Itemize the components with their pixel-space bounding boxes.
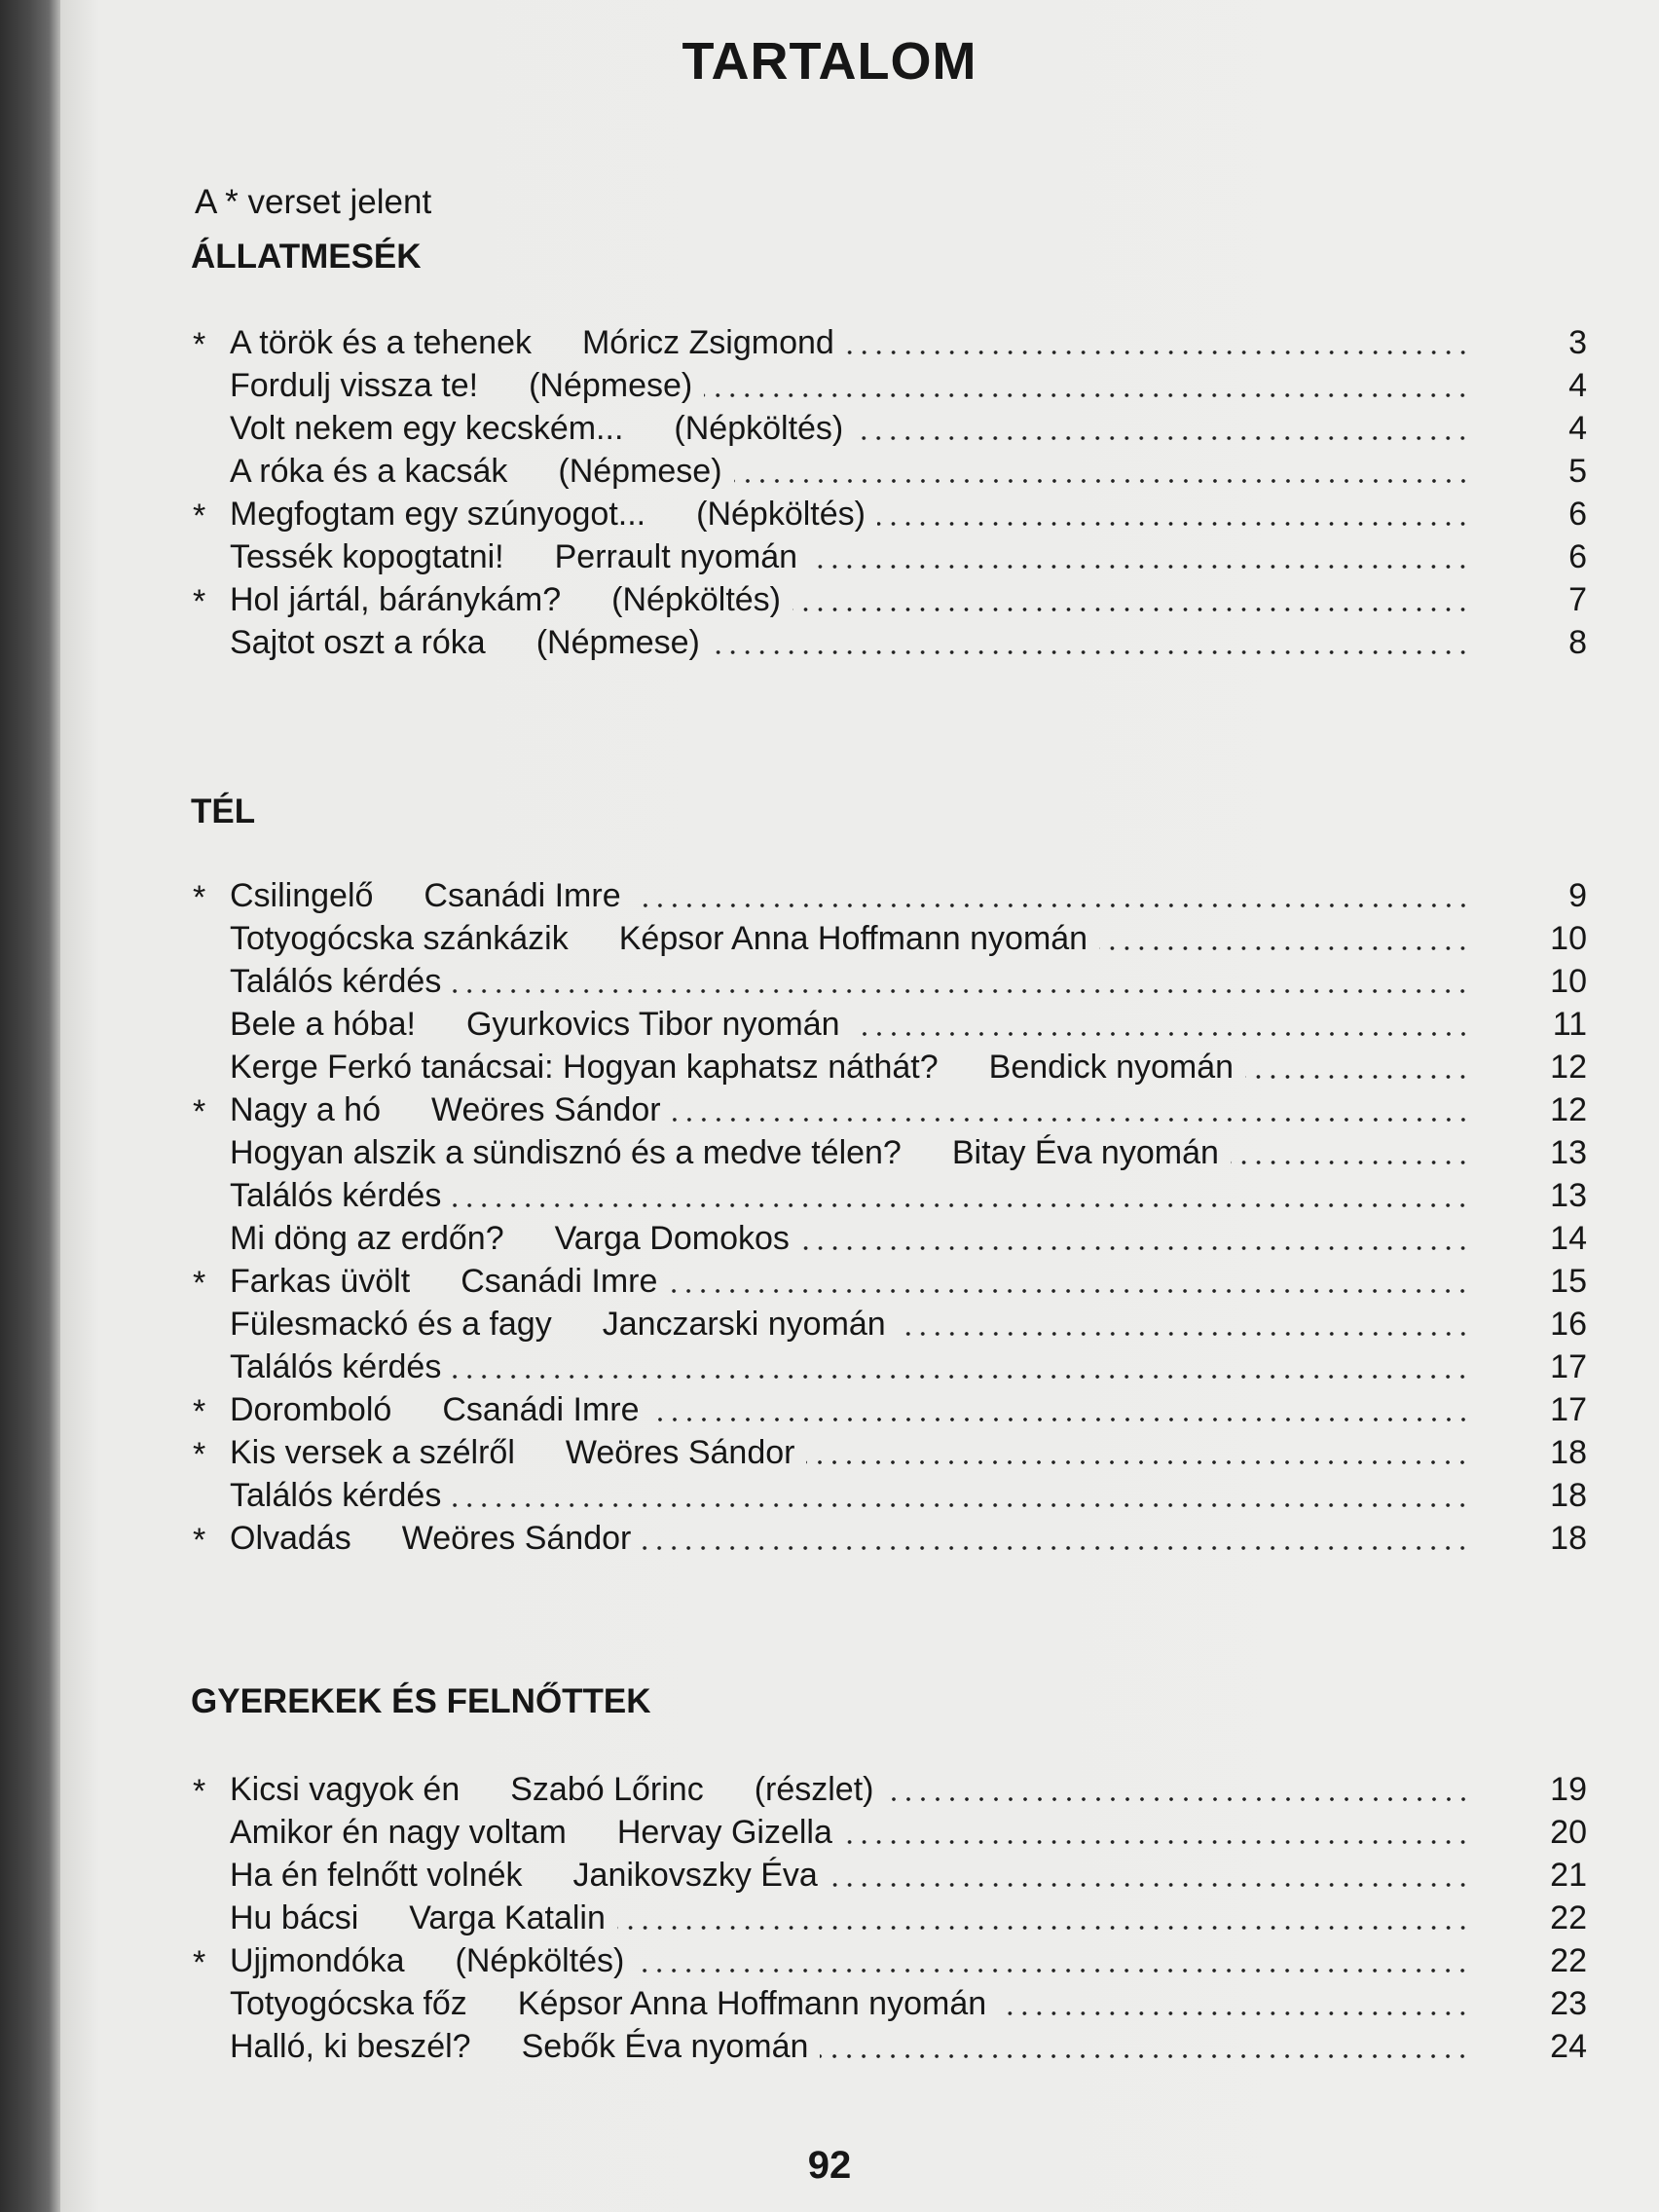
entry-title: Amikor én nagy voltam [230,1814,567,1851]
dot-leader [793,608,1470,611]
dot-leader [636,1969,1470,1972]
dot-leader [1099,946,1470,950]
entry-author: Bendick nyomán [988,1049,1235,1086]
entry-author: (Népköltés) [455,1942,625,1979]
toc-entry-line [230,1982,1472,2025]
section-heading-tel: TÉL [191,793,256,830]
poem-marker: * [193,1093,206,1130]
entry-author: Varga Domokos [554,1220,790,1257]
page-number: 92 [807,2144,852,2187]
entry-title: Hogyan alszik a sündisznó és a medve télen? [230,1134,902,1171]
poem-marker: * [193,1393,206,1430]
entry-page-number: 17 [1550,1348,1587,1385]
entry-page-number: 11 [1552,1006,1587,1043]
toc-entry [0,1260,1659,1303]
entry-title: Doromboló [230,1391,392,1428]
entry-author: Csanádi Imre [442,1391,640,1428]
entry-author: Szabó Lőrinc [510,1771,704,1808]
dot-leader [704,393,1470,397]
toc-entry [0,960,1659,1003]
entry-title: Ujjmondóka [230,1942,405,1979]
entry-page-number: 5 [1568,453,1587,490]
toc-entry [0,2025,1659,2068]
dot-leader [886,1797,1471,1801]
entry-title: A róka és a kacsák [230,453,508,490]
toc-entry-line [230,493,1472,535]
toc-entry [0,621,1659,664]
entry-page-number: 18 [1550,1434,1587,1471]
toc-entry [0,917,1659,960]
dot-leader [1231,1161,1470,1164]
entry-page-number: 9 [1568,877,1587,914]
poem-marker: * [193,1265,206,1302]
toc-entry [0,1431,1659,1474]
entry-page-number: 3 [1568,324,1587,361]
toc-entry [0,1003,1659,1046]
poem-marker: * [193,1944,206,1981]
dot-leader [998,2011,1470,2015]
toc-entry-line [230,1897,1472,1939]
entry-title: Volt nekem egy kecském... [230,410,624,447]
entry-title: Sajtot oszt a róka [230,624,486,661]
toc-entry [0,535,1659,578]
entry-title: Találós kérdés [230,1348,442,1385]
entry-author: (Népmese) [529,367,693,404]
toc-entry [0,874,1659,917]
entry-title: Tessék kopogtatni! [230,538,504,575]
entry-page-number: 12 [1550,1049,1587,1086]
dot-leader [453,1375,1470,1379]
dot-leader [1245,1075,1470,1079]
entry-title: Halló, ki beszél? [230,2028,471,2065]
entry-page-number: 18 [1550,1520,1587,1557]
entry-author: (Népköltés) [696,496,866,533]
toc-entry [0,1174,1659,1217]
entry-title: Mi döng az erdőn? [230,1220,504,1257]
toc-entry [0,1046,1659,1088]
toc-entry-line [230,1131,1472,1174]
toc-entry [0,1811,1659,1854]
entry-page-number: 13 [1550,1177,1587,1214]
entry-author: Perrault nyomán [554,538,798,575]
entry-page-number: 10 [1550,920,1587,957]
entry-page-number: 8 [1568,624,1587,661]
entry-title: Hu bácsi [230,1899,359,1936]
poem-marker: * [193,879,206,916]
page-title: TARTALOM [682,32,977,91]
toc-entry [0,1897,1659,1939]
toc-entry-line [230,1811,1472,1854]
toc-entry-line [230,621,1472,664]
entry-title: Totyogócska szánkázik [230,920,569,957]
entry-author: Képsor Anna Hoffmann nyomán [618,920,1088,957]
toc-entry-line [230,1174,1472,1217]
toc-entry-line [230,578,1472,621]
toc-entry [0,578,1659,621]
entry-page-number: 21 [1550,1857,1587,1894]
toc-entry-line [230,1260,1472,1303]
dot-leader [673,1118,1470,1122]
entry-author: (Népköltés) [611,581,781,618]
entry-page-number: 22 [1550,1899,1587,1936]
dot-leader [453,989,1470,993]
entry-page-number: 4 [1568,367,1587,404]
toc-entry-line [230,1854,1472,1897]
toc-entry-line [230,1939,1472,1982]
entry-page-number: 24 [1550,2028,1587,2065]
entry-author: Sebők Éva nyomán [521,2028,809,2065]
toc-entry [0,1346,1659,1388]
entry-title: Fordulj vissza te! [230,367,479,404]
entry-page-number: 13 [1550,1134,1587,1171]
section-heading-allatmesek: ÁLLATMESÉK [191,238,422,276]
toc-entry-line [230,1046,1472,1088]
entry-page-number: 17 [1550,1391,1587,1428]
entry-title: Farkas üvölt [230,1263,411,1300]
toc-entry-line [230,917,1472,960]
toc-entry [0,1982,1659,2025]
entry-page-number: 18 [1550,1477,1587,1514]
poem-marker: * [193,1522,206,1559]
entry-note: (részlet) [754,1771,874,1808]
dot-leader [898,1332,1470,1336]
dot-leader [809,565,1470,569]
dot-leader [820,2054,1470,2058]
entry-title: Ha én felnőtt volnék [230,1857,523,1894]
dot-leader [806,1460,1470,1464]
entry-author: Janikovszky Éva [572,1857,818,1894]
toc-entry-line [230,874,1472,917]
entry-title: Csilingelő [230,877,374,914]
entry-title: Fülesmackó és a fagy [230,1306,552,1343]
dot-leader [712,650,1470,654]
entry-author: Csanádi Imre [461,1263,658,1300]
dot-leader [734,479,1470,483]
dot-leader [669,1289,1470,1293]
toc-entry-line [230,407,1472,450]
toc-entry-line [230,1474,1472,1517]
entry-page-number: 16 [1550,1306,1587,1343]
entry-author: Móricz Zsigmond [581,324,834,361]
entry-page-number: 6 [1568,496,1587,533]
poem-marker: * [193,498,206,535]
entry-author: (Népköltés) [674,410,844,447]
toc-entry [0,1303,1659,1346]
dot-leader [643,1546,1470,1550]
toc-entry [0,1517,1659,1560]
toc-entry [0,364,1659,407]
entry-title: Találós kérdés [230,963,442,1000]
dot-leader [617,1926,1470,1930]
toc-entry-line [230,1003,1472,1046]
toc-entry-line [230,1388,1472,1431]
poem-marker: * [193,1773,206,1810]
entry-page-number: 14 [1550,1220,1587,1257]
toc-entry-line [230,1217,1472,1260]
entry-author: Weöres Sándor [565,1434,795,1471]
toc-entry-line [230,960,1472,1003]
legend-note: A * verset jelent [195,183,432,221]
toc-entry [0,493,1659,535]
dot-leader [633,903,1470,907]
toc-entry-line [230,321,1472,364]
entry-title: Kerge Ferkó tanácsai: Hogyan kaphatsz náthát? [230,1049,939,1086]
toc-entry [0,321,1659,364]
dot-leader [453,1503,1470,1507]
entry-author: (Népmese) [558,453,722,490]
entry-page-number: 20 [1550,1814,1587,1851]
entry-author: Bitay Éva nyomán [951,1134,1219,1171]
entry-title: Totyogócska főz [230,1985,467,2022]
toc-entry-line [230,1346,1472,1388]
toc-entry [0,1939,1659,1982]
toc-entry-line [230,1088,1472,1131]
toc-entry-line [230,1303,1472,1346]
toc-entry [0,1768,1659,1811]
toc-entry-line [230,1768,1472,1811]
entry-page-number: 19 [1550,1771,1587,1808]
toc-entry [0,450,1659,493]
entry-title: Bele a hóba! [230,1006,416,1043]
dot-leader [846,350,1470,354]
toc-entry [0,1474,1659,1517]
toc-entry-line [230,1431,1472,1474]
entry-page-number: 12 [1550,1091,1587,1128]
entry-author: Janczarski nyomán [602,1306,886,1343]
entry-title: Kis versek a szélről [230,1434,515,1471]
toc-entry-line [230,364,1472,407]
dot-leader [801,1246,1470,1250]
toc-entry-line [230,2025,1472,2068]
entry-author: Képsor Anna Hoffmann nyomán [517,1985,987,2022]
entry-page-number: 15 [1550,1263,1587,1300]
entry-author: Csanádi Imre [424,877,621,914]
poem-marker: * [193,583,206,620]
dot-leader [830,1883,1470,1887]
poem-marker: * [193,326,206,363]
entry-page-number: 10 [1550,963,1587,1000]
toc-entry [0,1088,1659,1131]
entry-page-number: 4 [1568,410,1587,447]
entry-title: A török és a tehenek [230,324,532,361]
toc-entry-line [230,450,1472,493]
dot-leader [453,1203,1470,1207]
entry-title: Hol jártál, báránykám? [230,581,562,618]
toc-entry [0,1854,1659,1897]
entry-title: Megfogtam egy szúnyogot... [230,496,646,533]
entry-title: Kicsi vagyok én [230,1771,461,1808]
dot-leader [855,436,1470,440]
toc-entry [0,407,1659,450]
entry-author: Gyurkovics Tibor nyomán [465,1006,840,1043]
dot-leader [651,1418,1470,1421]
poem-marker: * [193,1436,206,1473]
entry-author: Weöres Sándor [401,1520,632,1557]
dot-leader [844,1840,1470,1844]
entry-author: Varga Katalin [409,1899,606,1936]
section-heading-gyerekek-es-felnottek: GYEREKEK ÉS FELNŐTTEK [191,1682,651,1720]
toc-entry-line [230,535,1472,578]
entry-page-number: 22 [1550,1942,1587,1979]
toc-entry [0,1131,1659,1174]
entry-author: Weöres Sándor [431,1091,661,1128]
entry-author: (Népmese) [535,624,700,661]
toc-entry [0,1388,1659,1431]
entry-title: Találós kérdés [230,1477,442,1514]
entry-author: Hervay Gizella [616,1814,832,1851]
entry-page-number: 6 [1568,538,1587,575]
entry-page-number: 7 [1568,581,1587,618]
dot-leader [877,522,1470,526]
entry-title: Nagy a hó [230,1091,381,1128]
entry-page-number: 23 [1550,1985,1587,2022]
toc-entry-line [230,1517,1472,1560]
entry-title: Olvadás [230,1520,351,1557]
toc-entry [0,1217,1659,1260]
entry-title: Találós kérdés [230,1177,442,1214]
dot-leader [852,1032,1470,1036]
